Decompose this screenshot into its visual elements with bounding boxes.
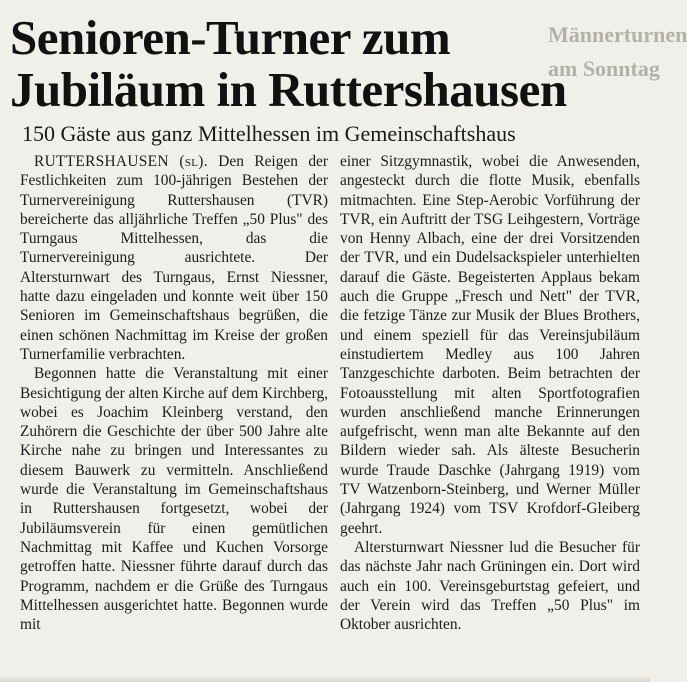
dateline: RUTTERSHAUSEN (sl). — [34, 153, 208, 170]
page-edge — [0, 676, 650, 682]
paragraph-text: Den Reigen der Festlichkeiten zum 100-jährigen Bestehen der Turnervereinigung Ruttershausen (TVR) bereicherte das alljährliche Treffen „50 Plus" des Turngaus Mittelhessen, das die Turnervereinigung ausrichtete. Der Altersturnwart des Turngaus, Ernst Niessner, hatte dazu eingeladen und konnte weit über 150 Senioren im Gemeinschaftshaus begrüßen, die einen schönen Nachmittag im Kreise der großen Turnerfamilie verbrachten. — [20, 153, 328, 363]
article-column-right — [340, 152, 640, 634]
headline-line-2: Jubiläum in Ruttershausen — [10, 62, 567, 117]
headline-line-1: Senioren-Turner zum — [10, 10, 451, 65]
article-column-left — [20, 152, 328, 634]
subheadline: 150 Gäste aus ganz Mittelhessen im Gemeinschaftshaus — [22, 121, 516, 146]
article-paragraph: einer Sitzgymnastik, wobei die Anwesenden, angesteckt durch die flotte Musik, ebenfalls mitmachten. Eine Step-Aerobic Vorführung der TVR, ein Auftritt der TSG Leihgestern, Vorträge von Henny Albach, eine der drei Vorsitzenden der TVR, und ein Dudelsackspieler unterhielten darauf die Gäste. Begeisterten Applaus bekam auch die Gruppe „Fresch und Nett" der TVR, die fetzige Tänze zur Musik der Blues Brothers, und einem speziell für das Vereinsjubiläum einstudiertem Medley aus 100 Jahren Tanzgeschichte darboten. Beim betrachten der Fotoausstellung mit alten Sportfotografien wurden anschließend manche Erinnerungen aufgefrischt, wenn man alte Bekannte auf den Bildern wieder sah. Als älteste Besucherin wurde Traude Daschke (Jahrgang 1919) vom TV Watzenborn-Steinberg, und Werner Müller (Jahrgang 1924) vom TSV Krofdorf-Gleiberg geehrt. — [340, 153, 640, 537]
article-paragraph: Begonnen hatte die Veranstaltung mit einer Besichtigung der alten Kirche auf dem Kirchberg, wobei es Joachim Kleinberg verstand, den Zuhörern die Geschichte der über 500 Jahre alte Kirche nahe zu bringen und Interessantes zu diesem Bauwerk zu vermitteln. Anschließend wurde die Veranstaltung im Gemeinschaftshaus in Ruttershausen fortgesetzt, wobei der Jubiläumsverein für einen gemütlichen Nachmittag mit Kaffee und Kuchen Vorsorge getroffen hatte. Niessner führte darauf durch das Programm, nachdem er die Grüße des Turngaus Mittelhessen ausgerichtet hatte. Begonnen wurde mit — [20, 365, 328, 634]
adjacent-headline-line2: am Sonntag — [548, 56, 660, 81]
article-paragraph: Altersturnwart Niessner lud die Besucher für das nächste Jahr nach Grüningen ein. Dort wird auch ein 100. Vereinsgeburtstag gefeiert, und der Verein wird das Treffen „50 Plus" im Oktober ausrichten. — [340, 538, 640, 634]
article-paragraph — [20, 152, 328, 364]
headline — [10, 12, 570, 116]
adjacent-headline-line1: Männerturnen — [548, 22, 687, 47]
